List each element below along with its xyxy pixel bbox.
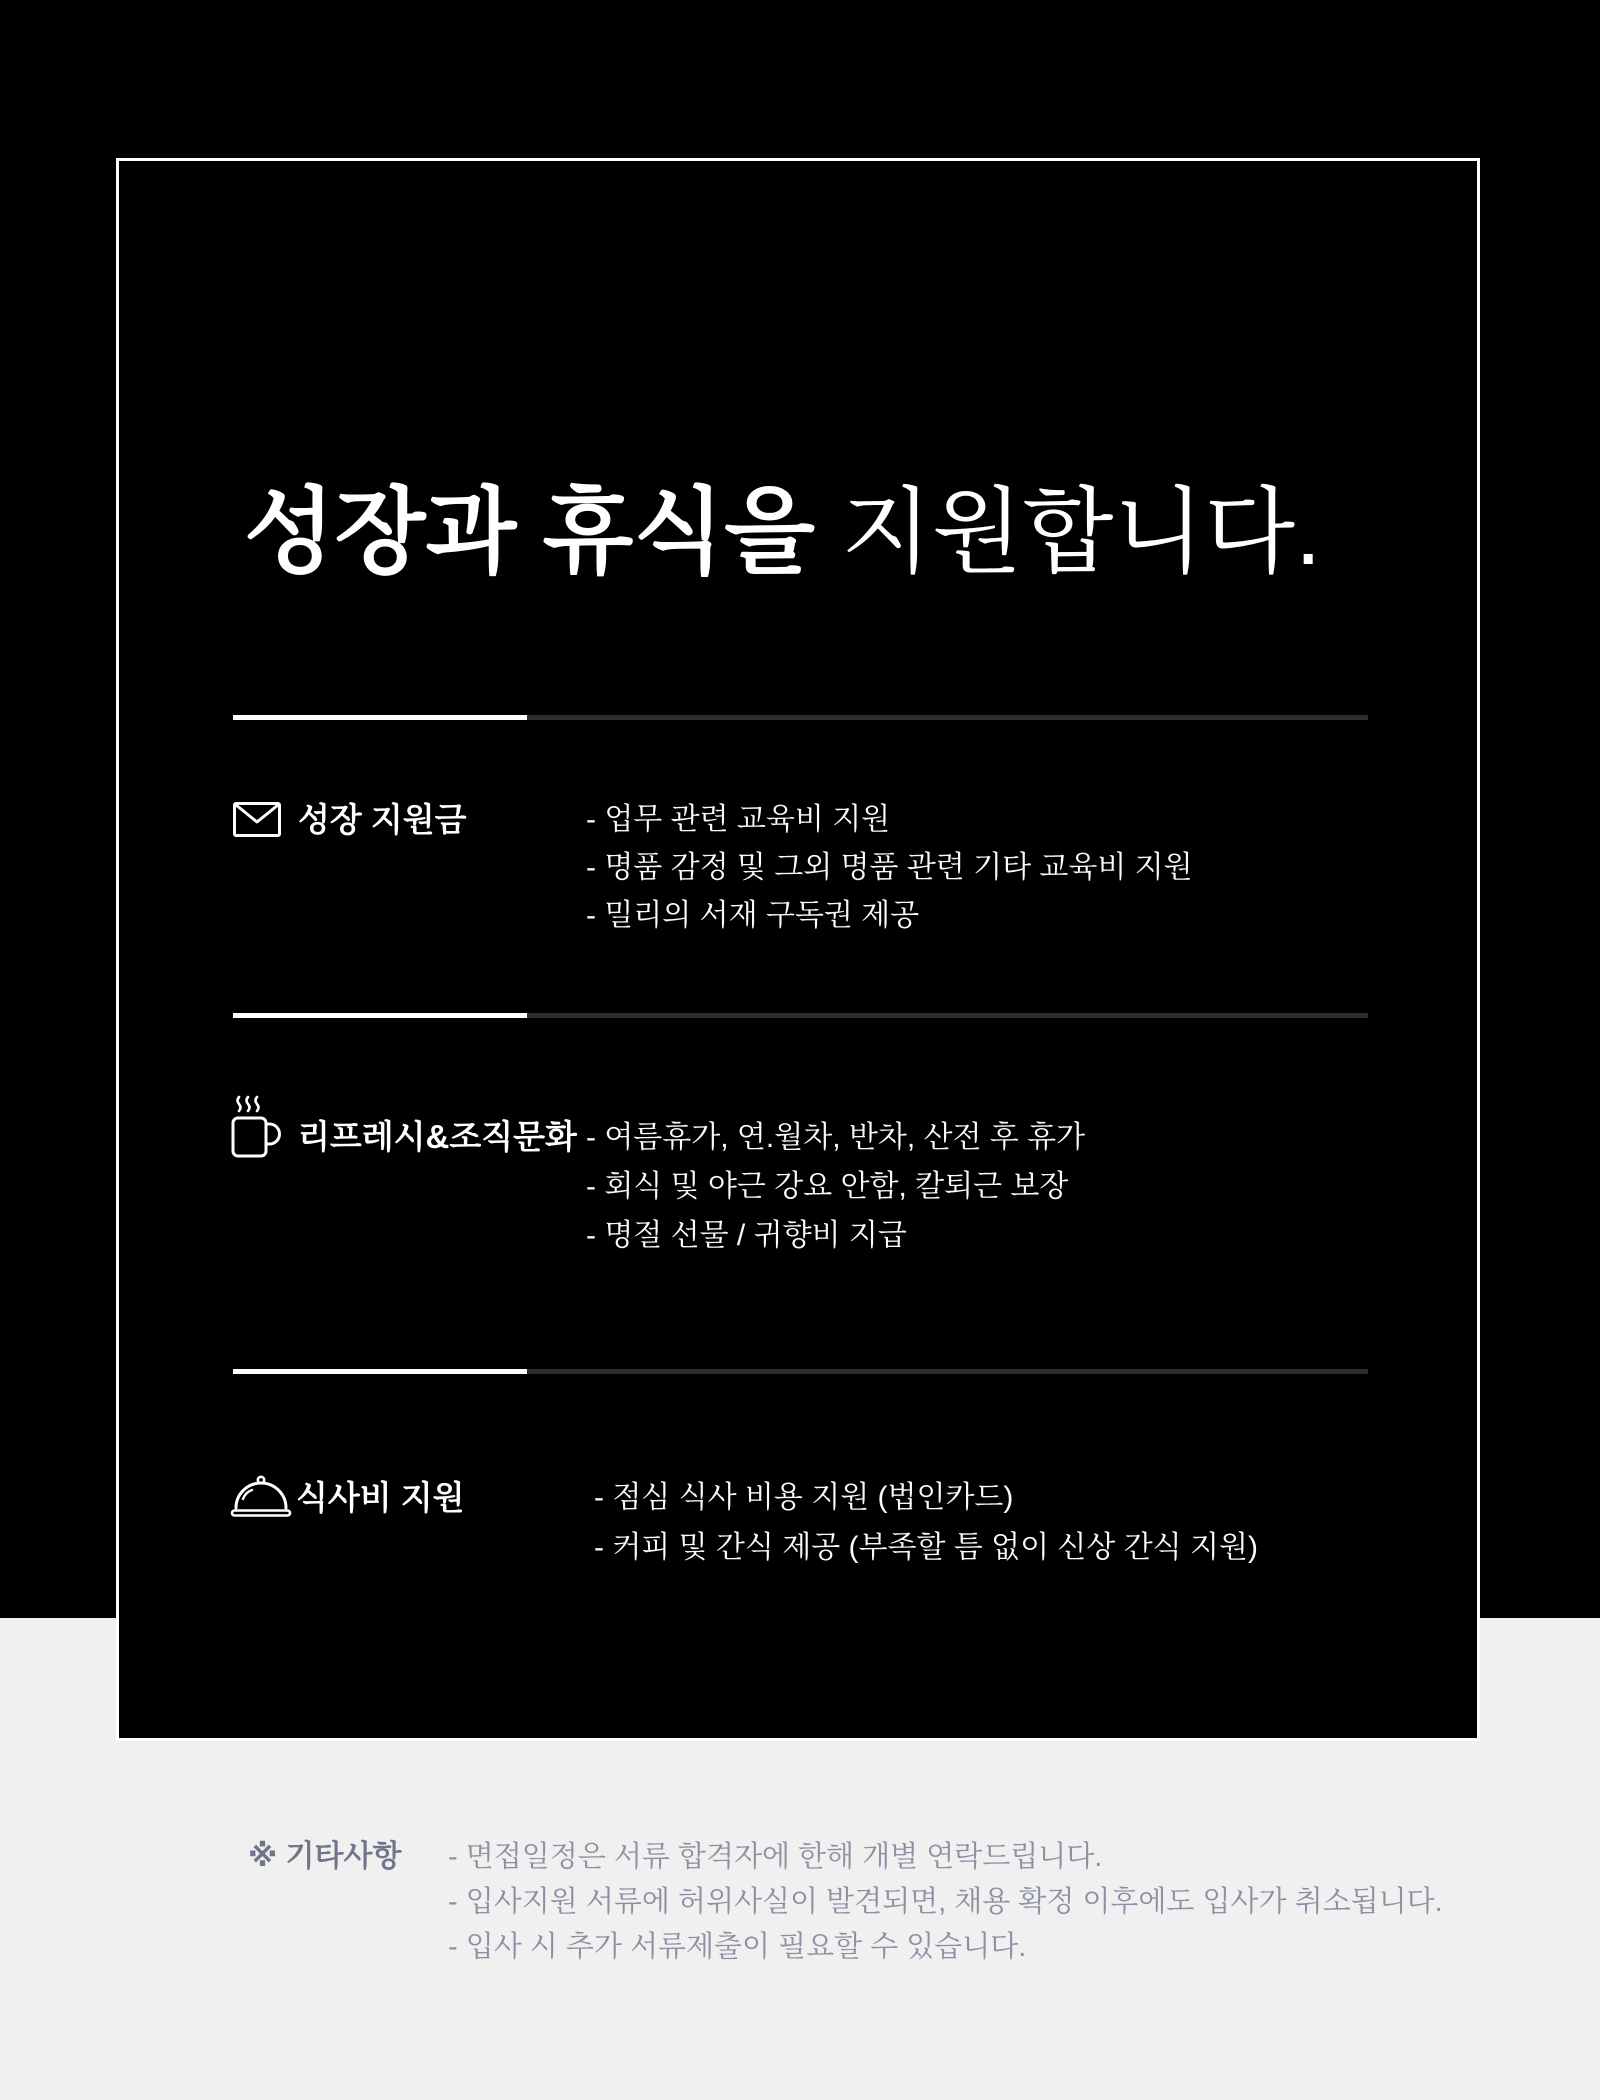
benefit-item: - 회식 및 야근 강요 안함, 칼퇴근 보장 <box>586 1170 1069 1203</box>
divider-accent <box>233 715 527 720</box>
section-divider <box>233 715 1368 720</box>
section-label-meal: 식사비 지원 <box>296 1479 465 1516</box>
page-title <box>244 472 1321 592</box>
benefit-item: - 명품 감정 및 그외 명품 관련 기타 교육비 지원 <box>586 851 1193 884</box>
footer-note-items <box>448 1835 1443 1970</box>
section-items-growth <box>586 796 1193 940</box>
footer-note-label: ※ 기타사항 <box>248 1840 402 1873</box>
section-divider <box>233 1013 1368 1018</box>
benefit-item: - 여름휴가, 연.월차, 반차, 산전 후 휴가 <box>586 1121 1086 1154</box>
footer-note-item: - 면접일정은 서류 합격자에 한해 개별 연락드립니다. <box>448 1841 1103 1873</box>
cloche-icon <box>230 1475 292 1518</box>
page-title-emphasis: 성장과 휴식을 <box>244 479 815 584</box>
section-items-meal <box>594 1473 1258 1573</box>
section-label-refresh: 리프레시&조직문화 <box>298 1118 577 1155</box>
benefit-item: - 업무 관련 교육비 지원 <box>586 803 891 836</box>
footer-note-item: - 입사지원 서류에 허위사실이 발견되면, 채용 확정 이후에도 입사가 취소됩니다. <box>448 1886 1443 1918</box>
benefit-item: - 명절 선물 / 귀향비 지급 <box>586 1219 907 1252</box>
mail-icon <box>233 802 281 837</box>
footer-note-item: - 입사 시 추가 서류제출이 필요할 수 있습니다. <box>448 1931 1027 1963</box>
divider-accent <box>233 1013 527 1018</box>
section-items-refresh <box>586 1113 1085 1260</box>
benefit-item: - 밀리의 서재 구독권 제공 <box>586 899 920 932</box>
coffee-icon <box>231 1095 281 1159</box>
section-divider <box>233 1369 1368 1374</box>
section-label-growth: 성장 지원금 <box>298 801 467 838</box>
divider-accent <box>233 1369 527 1374</box>
page-title-rest: 지원합니다. <box>814 479 1322 584</box>
benefit-item: - 점심 식사 비용 지원 (법인카드) <box>594 1481 1014 1514</box>
benefit-item: - 커피 및 간식 제공 (부족할 틈 없이 신상 간식 지원) <box>594 1531 1258 1564</box>
